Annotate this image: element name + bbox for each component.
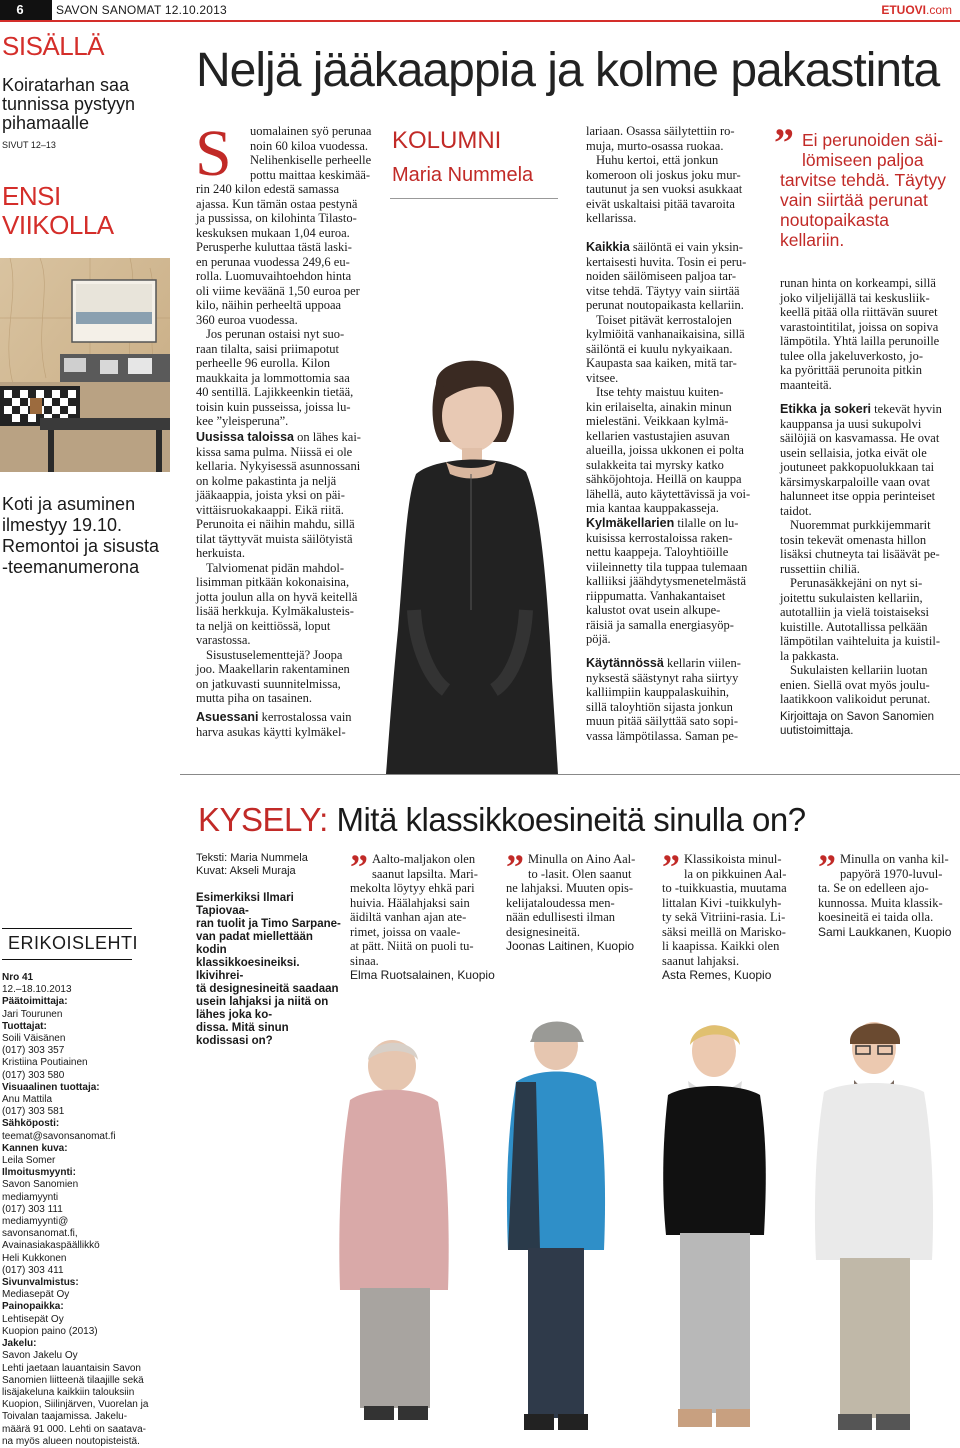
text-line: räisiä ja samalla energiasyöp- xyxy=(586,617,734,632)
text-line: 40 sentillä. Lajikkeenkin tietää, xyxy=(196,385,354,399)
text-line: jääkaappia, joista yksi on päi- xyxy=(196,488,345,502)
text-line: säilöntä ei kuulu nykyaikaan. xyxy=(586,341,733,356)
text-line: kauppansa ja uusi sukupolvi xyxy=(780,416,922,431)
colophon-line: Lehti jaetaan lauantaisin Savon xyxy=(2,1362,141,1374)
text-line: la pakkasta. xyxy=(780,648,840,663)
colophon-line: Toivalan taajamissa. Jakelu- xyxy=(2,1411,128,1423)
text-line: lariaan. Osassa säilytettiin ro- xyxy=(586,124,735,138)
body-col3 xyxy=(780,276,939,392)
answer-line: Aalto-maljakon olen xyxy=(372,852,476,866)
respondent-illustration-1 xyxy=(330,1030,460,1434)
text-line: taidot. xyxy=(780,503,812,518)
text-line: herkuista. xyxy=(196,546,245,560)
colophon-line: Tuottajat: xyxy=(2,1020,47,1032)
text-line: pottu maittaa keskimää- xyxy=(250,167,371,182)
colophon-line: Soili Väisänen xyxy=(2,1033,66,1045)
ensi-line: VIIKOLLA xyxy=(2,210,114,240)
pull-quote xyxy=(774,120,960,250)
text-line: eivät uskaltaisi pitää tavaroita xyxy=(586,196,735,211)
body-col2-section2 xyxy=(586,240,750,516)
text-line: Sisustuselementtejä? Joopa xyxy=(206,647,343,662)
quote-line: kellariin. xyxy=(780,230,845,250)
text-line: kellarissa. xyxy=(586,211,637,225)
body-col3-section2 xyxy=(780,402,942,707)
body-col2 xyxy=(586,124,742,226)
text-line: lämpötila. Yhtä lailla perunoille xyxy=(780,334,940,348)
quote-mark-icon: ” xyxy=(818,847,836,887)
text-line: rin 240 kilon edestä samassa xyxy=(196,182,340,196)
text-line: sillä taloyhtiön sijasta jonkun xyxy=(586,699,733,714)
text-line: perunat noutopaikasta kellariin. xyxy=(586,298,744,312)
text-line: muun pitää säilyttää sato sopi- xyxy=(586,714,739,728)
colophon xyxy=(2,972,177,1448)
text-line: vittäisruokakaappi. Eikä riitä. xyxy=(196,502,344,517)
intro-line: van padat miellettään kodin xyxy=(196,931,313,956)
text-line: kellarin viilen- xyxy=(663,656,741,670)
lead-in: Asuessani xyxy=(196,710,259,724)
text-line: riippumatta. Vanhakantaiset xyxy=(586,588,726,603)
text-line: Itse tehty maistuu kuiten- xyxy=(596,385,724,399)
quote-line: lömiseen paljoa xyxy=(802,150,924,170)
colophon-line: mediamyynti@ xyxy=(2,1216,69,1228)
header-rule xyxy=(0,20,960,22)
text-line: noin 60 kiloa vuodessa. xyxy=(250,138,369,153)
answer-line: at pätt. Niitä on puoli tu- xyxy=(350,939,474,953)
answer-line: saanut lapsilta. Mari- xyxy=(372,866,478,881)
text-line: lisäksi chutneyta tai lisäävät pe- xyxy=(780,547,940,561)
credit-line: Kuvat: Akseli Muraja xyxy=(196,865,296,877)
body-col1 xyxy=(196,182,360,429)
quote-mark-icon: ” xyxy=(774,120,794,165)
text-line: Perunasäkkejäni on nyt si- xyxy=(790,576,923,590)
text-line: enien. Siellä ovat myös joulu- xyxy=(780,677,930,692)
colophon-line: (017) 303 357 xyxy=(2,1045,65,1057)
text-line: vassa lämpötilassa. Saman pe- xyxy=(586,728,739,743)
koti-line: Koti ja asuminen xyxy=(2,494,136,514)
text-line: kalliimpiin kauppalaskuihin, xyxy=(586,685,730,699)
living-room-illustration xyxy=(0,258,170,472)
koti-line: ilmestyy 19.10. xyxy=(2,515,123,535)
kolumni-author: Maria Nummela xyxy=(392,164,534,186)
answer-line: ta. Se on edelleen ajo- xyxy=(818,881,929,895)
text-line: vitse tehdä. Täytyy vain siirtää xyxy=(586,283,740,298)
colophon-line: Jakelu: xyxy=(2,1338,37,1350)
body-col1-section3 xyxy=(196,710,352,739)
text-line: ajassa. Kun tämän ostaa pestynä xyxy=(196,196,358,211)
teaser-title-line: tunnissa pystyyn xyxy=(2,94,136,114)
lead-in: Uusissa taloissa xyxy=(196,430,294,444)
text-line: russettiin chiliä. xyxy=(780,561,860,576)
colophon-line: (017) 303 581 xyxy=(2,1106,65,1118)
text-line: noiden säilömiseen paljoa tar- xyxy=(586,269,737,283)
kysely-title xyxy=(198,800,806,840)
colophon-line: mediamyynti xyxy=(2,1191,59,1203)
text-line: keskuksen mukaan 1,04 euroa. xyxy=(196,225,350,240)
article-headline: Neljä jääkaappia ja kolme pakastinta xyxy=(196,44,940,97)
text-line: tautunut ja sen vuoksi asukkaat xyxy=(586,182,743,196)
text-line: kalustot ovat usein alkupe- xyxy=(586,603,721,617)
kolumni-rule xyxy=(390,198,558,199)
intro-line: klassikkoesineiksi. Ikivihrei- xyxy=(196,957,300,982)
answer-line: nään edullisesti ilman xyxy=(506,910,616,924)
author-byline xyxy=(780,710,934,738)
erikoislehti-label: ERIKOISLEHTI xyxy=(8,933,139,953)
colophon-line: Avainasiakaspäällikkö xyxy=(2,1240,100,1252)
quote-mark-icon: ” xyxy=(350,847,368,887)
quote-line: tarvitse tehdä. Täytyy xyxy=(780,170,947,190)
colophon-line: savonsanomat.fi, xyxy=(2,1228,78,1240)
kysely-answer-4 xyxy=(818,847,958,939)
body-col2-section3 xyxy=(586,516,747,647)
page-header xyxy=(0,0,960,20)
answer-line: kunnossa. Muita klassik- xyxy=(818,895,943,910)
kysely-answer-1 xyxy=(350,847,500,983)
answer-line: ty sekä Vitriini-rasia. Li- xyxy=(662,910,786,924)
text-line: lämpötilan vaihteluita ja kuistil- xyxy=(780,634,941,648)
text-line: nettu kaappeja. Taloyhtiöille xyxy=(586,545,729,559)
respondent-illustration-3 xyxy=(650,1015,780,1434)
quote-line: Ei perunoiden säi- xyxy=(802,130,944,150)
lead-in: Kylmäkellarien xyxy=(586,516,675,530)
text-line: tilat täyttyvät muista säilötyistä xyxy=(196,531,353,546)
text-line: kylmiöitä vanhanaikaisina, sillä xyxy=(586,327,745,341)
answer-line: to -tuikkuastia, muutama xyxy=(662,881,787,895)
text-line: perheelle 96 eurolla. Kilon xyxy=(196,356,330,370)
text-line: kilo, näihin perheeltä uppoaa xyxy=(196,298,342,312)
text-line: tosin tekevät omenasta hillon xyxy=(780,532,927,547)
text-line: tekevät hyvin xyxy=(871,402,942,416)
text-line: uomalainen syö perunaa xyxy=(250,124,372,138)
teaser-title[interactable] xyxy=(2,76,135,133)
text-line: joitettu sukulaisten kellariin, xyxy=(780,590,923,605)
text-line: ta neljä on keittiössä, loput xyxy=(196,618,331,633)
text-line: säilöntä ei vain yksin- xyxy=(629,240,743,254)
answer-line: kelijataloudessa men- xyxy=(506,895,615,910)
body-col1-section2 xyxy=(196,430,361,706)
text-line: muja, murto-osassa ruokaa. xyxy=(586,138,724,153)
respondent-photo-4 xyxy=(810,1010,940,1434)
respondent-photo-2 xyxy=(500,1010,610,1434)
dropcap: S xyxy=(195,117,232,190)
living-room-photo xyxy=(0,258,170,472)
text-line: keellä pitää olla riittävän suuret xyxy=(780,305,938,319)
text-line: sähköjohtoja. Heillä on kauppa xyxy=(586,472,742,486)
text-line: säilöjiä on kasvamassa. He ovat xyxy=(780,431,940,445)
byline-line: Kirjoittaja on Savon Sanomien xyxy=(780,711,935,723)
text-line: on kolme pakastinta ja neljä xyxy=(196,473,337,488)
quote-line: vain siirtää perunat xyxy=(780,190,928,210)
respondent-photo-1 xyxy=(330,1030,460,1434)
text-line: runan hinta on korkeampi, sillä xyxy=(780,276,936,290)
answer-line: sinaa. xyxy=(350,953,379,968)
quote-mark-icon: ” xyxy=(662,847,680,887)
teaser-title-line: pihamaalle xyxy=(2,113,90,133)
colophon-line: Nro 41 xyxy=(2,972,34,983)
colophon-line: teemat@savonsanomat.fi xyxy=(2,1130,116,1142)
kysely-answer-3 xyxy=(662,847,812,983)
text-line: varastossa. xyxy=(196,633,251,647)
text-line: Sukulaisten kellariin luotan xyxy=(790,663,928,677)
colophon-line: Päätoimittaja: xyxy=(2,996,68,1008)
byline-line: uutistoimittaja. xyxy=(780,725,854,737)
answer-line: la on pikkuinen Aal- xyxy=(684,866,787,881)
text-line: Nuoremmat purkkijemmarit xyxy=(790,518,931,532)
text-line: mia kantaa kauppakasseja. xyxy=(586,501,719,515)
kysely-prefix: KYSELY: xyxy=(198,801,328,838)
answer-line: Klassikoista minul- xyxy=(684,852,782,866)
colophon-line: Painopaikka: xyxy=(2,1301,64,1313)
colophon-line: na myös alueen noutopisteistä. xyxy=(2,1435,140,1447)
body-col2-section4 xyxy=(586,656,741,743)
text-line: 360 euroa vuodessa. xyxy=(196,312,298,327)
lead-in: Käytännössä xyxy=(586,656,664,670)
colophon-line: Sanomien liitteenä tilaajille sekä xyxy=(2,1374,144,1386)
text-line: rolla. Luomuvaihtoehdon hinta xyxy=(196,269,352,283)
text-line: on lähes kai- xyxy=(293,430,361,444)
respondent-name: Asta Remes, Kuopio xyxy=(662,968,772,982)
kysely-intro xyxy=(196,892,346,1048)
ensi-viikolla-label xyxy=(2,182,114,240)
colophon-line: Anu Mattila xyxy=(2,1094,53,1106)
answer-line: mekolta löytyy ehkä pari xyxy=(350,881,475,895)
quote-line: noutopaikasta xyxy=(780,210,889,230)
ensi-line: ENSI xyxy=(2,181,61,211)
text-line: kärsimyskarpaloille vaan ovat xyxy=(780,474,930,489)
respondent-name: Joonas Laitinen, Kuopio xyxy=(506,939,635,953)
colophon-line: Visuaalinen tuottaja: xyxy=(2,1081,100,1093)
answer-line: li kaapissa. Kaikki olen xyxy=(662,939,780,953)
colophon-line: Kuopion paino (2013) xyxy=(2,1325,98,1337)
intro-line: usein lahjaksi ja niitä on xyxy=(196,996,329,1008)
answer-line: designesineitä. xyxy=(506,924,580,939)
colophon-line: Savon Jakelu Oy xyxy=(2,1350,78,1362)
text-line: laatikkoon valikoidut perunat. xyxy=(780,692,931,706)
respondent-name: Elma Ruotsalainen, Kuopio xyxy=(350,968,495,982)
colophon-line: Kristiina Poutiainen xyxy=(2,1057,88,1069)
answer-line: Minulla on vanha kil- xyxy=(840,852,949,866)
text-line: autotalliin ja vielä toistaiseksi xyxy=(780,605,929,619)
text-line: Toiset pitävät kerrostalojen xyxy=(596,312,732,327)
text-line: halunneet itse oppia perinteiset xyxy=(780,489,936,503)
text-line: ka pyörittää perunoita pitkin xyxy=(780,363,922,377)
author-portrait-illustration xyxy=(376,350,566,774)
text-line: Perunoita ei näihin mahdu, sillä xyxy=(196,517,355,531)
colophon-line: Sähköposti: xyxy=(2,1118,60,1130)
intro-line: kodissasi on? xyxy=(196,1035,273,1047)
text-line: toisin kuin pusseissa, joissa lu- xyxy=(196,399,351,414)
text-line: harva asukas käytti kylmäkel- xyxy=(196,724,346,739)
section-rule xyxy=(180,774,960,775)
next-week-teaser[interactable] xyxy=(2,494,159,578)
text-line: Huhu kertoi, että jonkun xyxy=(596,153,719,167)
answer-line: to -lasit. Olen saanut xyxy=(528,866,632,881)
text-line: maanteitä. xyxy=(780,377,832,392)
answer-line: koesineitä ei taida olla. xyxy=(818,910,934,924)
colophon-line: määrä 91 000. Lehti on saatava- xyxy=(2,1423,146,1435)
colophon-line: Lehtisepät Oy xyxy=(2,1313,64,1325)
colophon-line: 12.–18.10.2013 xyxy=(2,984,72,996)
text-line: pöjä. xyxy=(586,632,611,646)
text-line: tulee olla jakeluverkosto, jo- xyxy=(780,348,924,363)
colophon-line: Jari Tourunen xyxy=(2,1008,63,1020)
text-line: en perunaa vuodessa 249,6 eu- xyxy=(196,254,350,269)
sisalla-label: SISÄLLÄ xyxy=(2,31,105,61)
lead-in: Etikka ja sokeri xyxy=(780,402,872,416)
author-portrait xyxy=(376,350,566,774)
text-line: kertaisesti huvita. Tosin ei peru- xyxy=(586,254,747,269)
text-line: raan tilalta, saisi priimapotut xyxy=(196,341,340,356)
respondent-photo-3 xyxy=(650,1015,780,1434)
text-line: lähellä, auto käytettävissä ja voi- xyxy=(586,486,751,501)
kysely-answer-2 xyxy=(506,847,656,954)
text-line: kin erilaiselta, ainakin minun xyxy=(586,399,732,414)
text-line: mutta piha on tasainen. xyxy=(196,691,312,705)
credit-line: Teksti: Maria Nummela xyxy=(196,852,308,864)
answer-line: huivia. Häälahjaksi sain xyxy=(350,895,470,910)
answer-line: ne lahjaksi. Muuten opis- xyxy=(506,881,634,895)
text-line: tilalle on lu- xyxy=(674,516,739,530)
text-line: kellaria. Nykyisessä asunnossani xyxy=(196,459,361,473)
text-line: on jatkuvasti suunnitelmissa, xyxy=(196,676,341,691)
colophon-line: Kuopion, Siilinjärven, Vuorelan ja xyxy=(2,1399,149,1411)
colophon-line: lisäjakeluna kaikkiin talouksiin xyxy=(2,1386,135,1398)
text-line: kalliiksi jäähdytysmenetelmästä xyxy=(586,574,747,588)
brand-suffix: .com xyxy=(925,3,952,17)
quote-mark-icon: ” xyxy=(506,847,524,887)
text-line: komeroon oli joskus joku mur- xyxy=(586,167,741,182)
colophon-line: Sivunvalmistus: xyxy=(2,1277,79,1289)
colophon-line: Kannen kuva: xyxy=(2,1142,68,1154)
answer-line: littalan Kivi -tuikkulyh- xyxy=(662,895,782,910)
text-line: kuisissa kerrostaloissa raken- xyxy=(586,530,733,545)
intro-line: ran tuolit ja Timo Sarpane- xyxy=(196,918,341,930)
answer-line: Minulla on Aino Aal- xyxy=(528,852,636,866)
text-line: joko viljelijällä tai keskusliik- xyxy=(780,290,930,305)
koti-line: -teemanumerona xyxy=(2,557,140,577)
text-line: lisimman pitkään kokonaisina, xyxy=(196,575,350,589)
kolumni-label: KOLUMNI xyxy=(392,127,502,154)
body-col1-intro-indent xyxy=(250,124,371,182)
kysely-credits xyxy=(196,852,346,1048)
kysely-question: Mitä klassikkoesineitä sinulla on? xyxy=(327,801,806,838)
text-line: ja pussissa, on kilohinta Tilasto- xyxy=(196,211,357,225)
colophon-line: Leila Somer xyxy=(2,1155,56,1167)
text-line: sulakkeita tai myrsky katko xyxy=(586,457,724,472)
intro-line: tä designesineitä saadaan xyxy=(196,983,339,995)
colophon-line: Mediasepät Oy xyxy=(2,1289,70,1301)
text-line: kee ”yleisperuna”. xyxy=(196,414,289,428)
text-line: kissa sama pulma. Niissä ei ole xyxy=(196,444,353,459)
colophon-line: (017) 303 411 xyxy=(2,1264,64,1276)
text-line: kellarien vastustajien asuvan xyxy=(586,428,730,443)
page-number: 6 xyxy=(16,2,24,17)
colophon-line: (017) 303 111 xyxy=(2,1203,63,1215)
answer-line: säksi meillä on Marisko- xyxy=(662,924,786,939)
text-line: vitsee. xyxy=(586,370,619,385)
answer-line: äidiltä vanhan ajan ate- xyxy=(350,910,467,924)
colophon-line: Ilmoitusmyynti: xyxy=(2,1167,76,1179)
text-line: varastointitilat, joissa on sopiva xyxy=(780,319,939,334)
text-line: maukkaita ja lommottomia saa xyxy=(196,370,350,385)
brand-logo[interactable] xyxy=(881,2,952,18)
text-line: Kaupasta saa kaiken, mitä tar- xyxy=(586,356,737,370)
text-line: kuistille. Autotallissa pelkään xyxy=(780,619,928,634)
brand-name: ETUOVI xyxy=(881,3,926,17)
lead-in: Kaikkia xyxy=(586,240,630,254)
masthead: SAVON SANOMAT 12.10.2013 xyxy=(56,3,227,17)
respondent-illustration-4 xyxy=(810,1010,940,1434)
respondent-illustration-2 xyxy=(500,1010,610,1434)
text-line: Jos perunan ostaisi nyt suo- xyxy=(206,327,345,341)
teaser-title-line: Koiratarhan saa xyxy=(2,75,130,95)
teaser-pages: SIVUT 12–13 xyxy=(2,140,56,150)
intro-line: Esimerkiksi Ilmari Tapiovaa- xyxy=(196,892,294,917)
text-line: joutuneet pakkopuolukkaan tai xyxy=(780,460,935,474)
text-line: nyksestä säästynyt raha siirtyy xyxy=(586,670,739,685)
text-line: mielestäni. Veikkaan kylmä- xyxy=(586,414,729,428)
answer-line: rimet, joissa on vaale- xyxy=(350,924,461,939)
text-line: alueilla, joissa ukkonen ei polta xyxy=(586,443,744,457)
text-line: kerrostalossa vain xyxy=(258,710,352,724)
text-line: Talviomenat pidän mahdol- xyxy=(206,560,344,575)
text-line: oli viime keväänä 1,50 euroa per xyxy=(196,283,360,298)
respondent-name: Sami Laukkanen, Kuopio xyxy=(818,924,952,939)
koti-line: Remontoi ja sisusta xyxy=(2,536,160,556)
text-line: usein sellaisia, jotka eivät ole xyxy=(780,445,927,460)
intro-line: lähes joka ko- xyxy=(196,1009,273,1021)
text-line: lisää herkkuja. Kylmäkalusteis- xyxy=(196,604,354,618)
intro-line: dissa. Mitä sinun xyxy=(196,1022,289,1034)
colophon-line: Heli Kukkonen xyxy=(2,1252,67,1264)
answer-line: papyörä 1970-luvul- xyxy=(840,866,943,881)
answer-line: saanut lahjaksi. xyxy=(662,953,740,968)
text-line: joo. Maakellarin rakentaminen xyxy=(196,662,350,676)
colophon-line: (017) 303 580 xyxy=(2,1069,65,1081)
text-line: jotta joulun alla on hyvä keitellä xyxy=(196,589,358,604)
text-line: viileinnetty tila tuppaa tulemaan xyxy=(586,559,748,574)
text-line: Perusperhe kuluttaa tästä laski- xyxy=(196,240,352,254)
text-line: Nelihenkiselle perheelle xyxy=(250,153,372,167)
colophon-line: Savon Sanomien xyxy=(2,1179,79,1191)
